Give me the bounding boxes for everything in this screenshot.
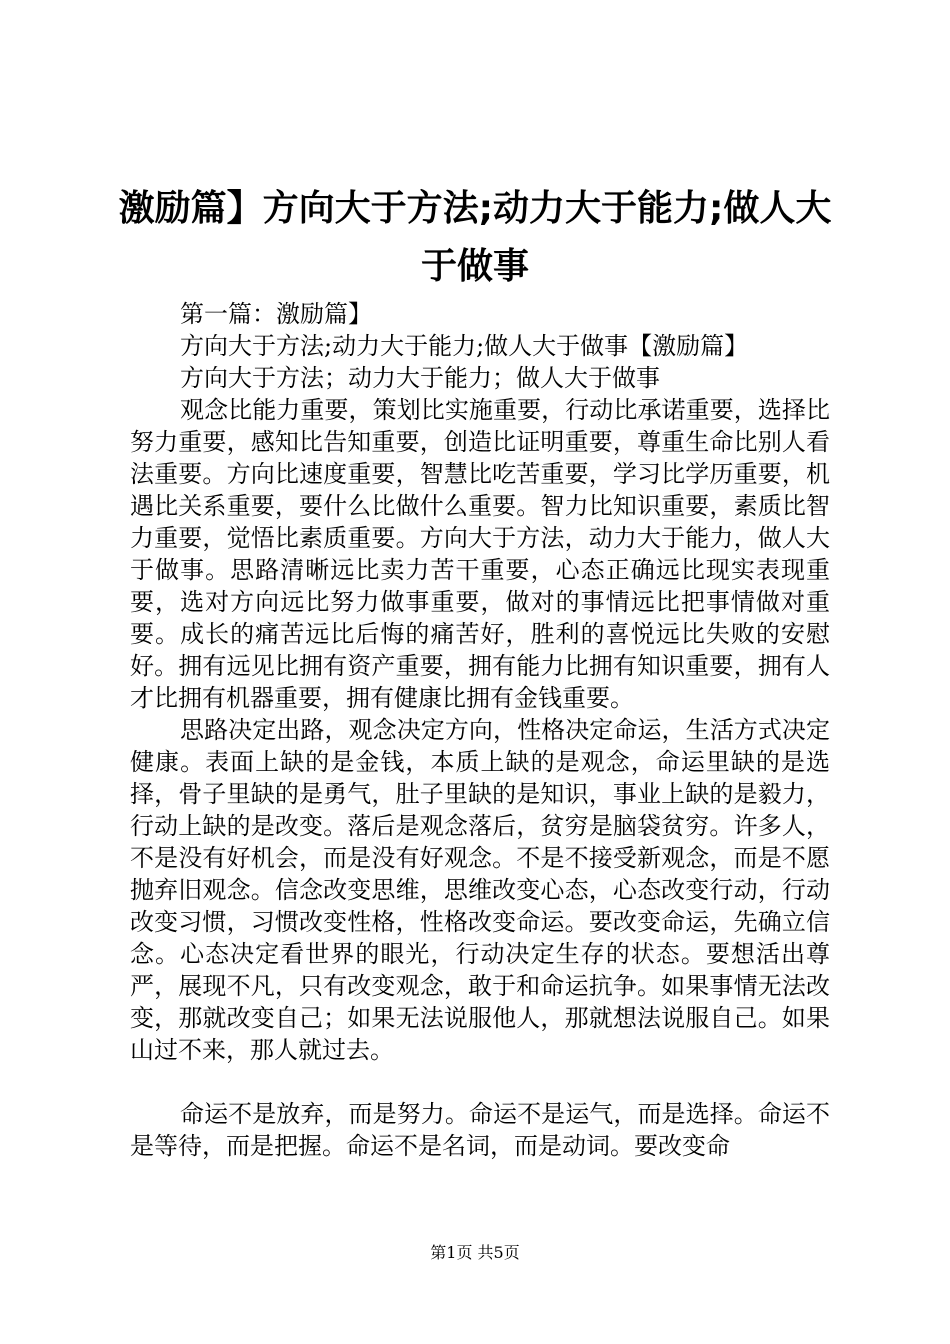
section-heading-1: 第一篇：激励篇】 [180,300,372,328]
section-heading-3: 方向大于方法；动力大于能力；做人大于做事 [180,364,660,392]
document-title: 激励篇】方向大于方法;动力大于能力;做人大于做事 [118,188,832,287]
paragraph-2: 思路决定出路，观念决定方向，性格决定命运，生活方式决定健康。表面上缺的是金钱，本质上缺的是观念，命运里缺的是选择，骨子里缺的是勇气，肚子里缺的是知识，事业上缺的是毅力，行动上缺的是改变。落后是观念落后，贫穷是脑袋贫穷。许多人，不是没有好机会，而是没有好观念。不是不接受新观念，而是不愿抛弃旧观念。信念改变思维，思维改变心态，心态改变行动，行动改变习惯，习惯改变性格，性格改变命运。要改变命运，先确立信念。心态决定看世界的眼光，行动决定生存的状态。要想活出尊严，展现不凡，只有改变观念，敢于和命运抗争。如果事情无法改变，那就改变自己；如果无法说服他人，那就想法说服自己。如果山过不来，那人就过去。 [130,716,830,1064]
page-number-footer: 第1页 共5页 [430,1243,520,1262]
paragraph-3: 命运不是放弃，而是努力。命运不是运气，而是选择。命运不是等待，而是把握。命运不是名词，而是动词。要改变命 [130,1100,830,1160]
paragraph-1: 观念比能力重要，策划比实施重要，行动比承诺重要，选择比努力重要，感知比告知重要，创造比证明重要，尊重生命比别人看法重要。方向比速度重要，智慧比吃苦重要，学习比学历重要，机遇比关系重要，要什么比做什么重要。智力比知识重要，素质比智力重要，觉悟比素质重要。方向大于方法，动力大于能力，做人大于做事。思路清晰远比卖力苦干重要，心态正确远比现实表现重要，选对方向远比努力做事重要，做对的事情远比把事情做对重要。成长的痛苦远比后悔的痛苦好，胜利的喜悦远比失败的安慰好。拥有远见比拥有资产重要，拥有能力比拥有知识重要，拥有人才比拥有机器重要，拥有健康比拥有金钱重要。 [130,396,830,712]
paragraph-spacer [130,1066,830,1098]
section-heading-2: 方向大于方法;动力大于能力;做人大于做事【激励篇】 [180,332,749,360]
document-body [130,298,830,1162]
